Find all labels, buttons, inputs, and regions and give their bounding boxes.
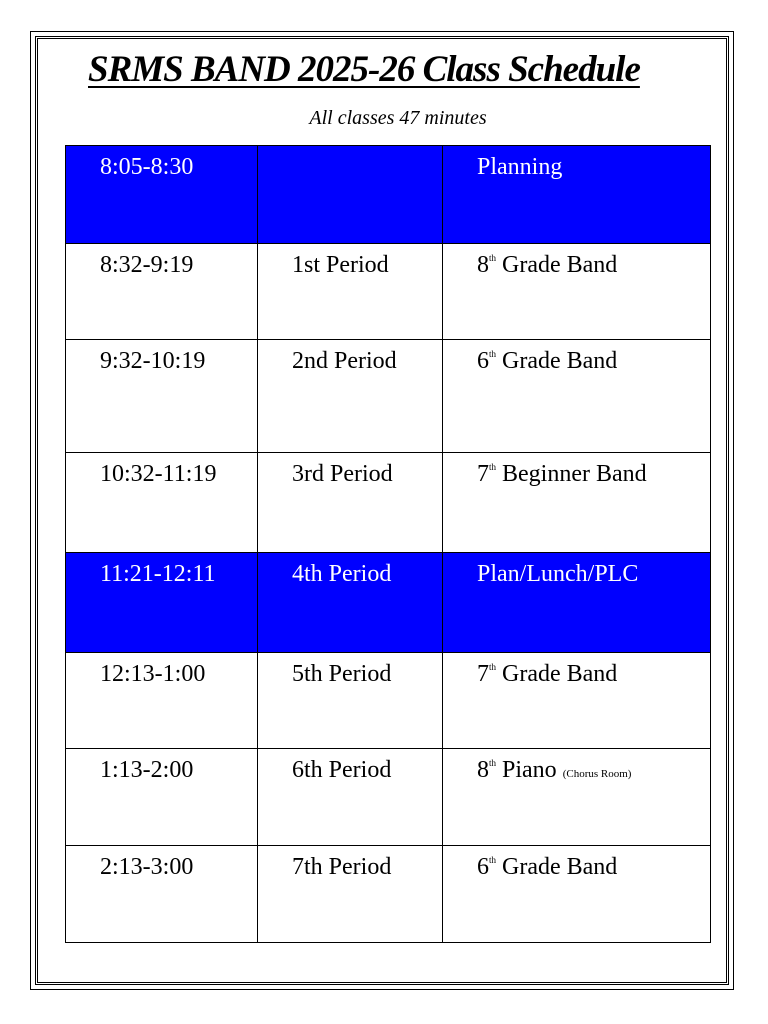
page-subtitle: All classes 47 minutes — [309, 107, 487, 129]
class-name: 7 — [477, 661, 489, 687]
table-row — [66, 453, 711, 553]
time-cell: 12:13-1:00 — [66, 653, 258, 749]
time-cell: 8:32-9:19 — [66, 244, 258, 340]
class-name: 8 — [477, 252, 489, 278]
table-row — [66, 340, 711, 453]
class-note: (Chorus Room) — [562, 768, 632, 780]
class-name: 6 — [477, 854, 489, 880]
class-name-rest: Grade Band — [496, 661, 618, 687]
ordinal-suffix: th — [489, 758, 497, 768]
class-name: Planning — [477, 154, 563, 180]
class-name-rest: Grade Band — [496, 348, 618, 374]
class-name: Plan/Lunch/PLC — [477, 561, 639, 587]
table-row — [66, 244, 711, 340]
table-row — [66, 749, 711, 846]
period-cell: 1st Period — [258, 244, 443, 340]
table-row — [66, 146, 711, 244]
ordinal-suffix: th — [489, 253, 497, 263]
class-name-rest: Grade Band — [496, 252, 618, 278]
ordinal-suffix: th — [489, 855, 497, 865]
time-cell: 2:13-3:00 — [66, 846, 258, 943]
time-cell: 9:32-10:19 — [66, 340, 258, 453]
class-cell — [443, 146, 711, 244]
class-cell — [443, 653, 711, 749]
period-cell: 3rd Period — [258, 453, 443, 553]
class-name-rest: Piano — [496, 757, 563, 783]
period-cell: 5th Period — [258, 653, 443, 749]
time-cell: 1:13-2:00 — [66, 749, 258, 846]
class-cell — [443, 553, 711, 653]
table-row — [66, 553, 711, 653]
ordinal-suffix: th — [489, 662, 497, 672]
ordinal-suffix: th — [489, 462, 497, 472]
class-name: 6 — [477, 348, 489, 374]
period-cell: 2nd Period — [258, 340, 443, 453]
period-cell: 4th Period — [258, 553, 443, 653]
time-cell: 10:32-11:19 — [66, 453, 258, 553]
class-cell — [443, 749, 711, 846]
class-cell — [443, 340, 711, 453]
period-cell: 6th Period — [258, 749, 443, 846]
class-cell — [443, 846, 711, 943]
class-cell — [443, 244, 711, 340]
table-row — [66, 846, 711, 943]
ordinal-suffix: th — [489, 349, 497, 359]
period-cell — [258, 146, 443, 244]
class-name-rest: Grade Band — [496, 854, 618, 880]
class-name: 8 — [477, 757, 489, 783]
class-cell — [443, 453, 711, 553]
class-name: 7 — [477, 461, 489, 487]
class-name-rest: Beginner Band — [496, 461, 647, 487]
table-row — [66, 653, 711, 749]
period-cell: 7th Period — [258, 846, 443, 943]
time-cell: 8:05-8:30 — [66, 146, 258, 244]
time-cell: 11:21-12:11 — [66, 553, 258, 653]
schedule-table — [65, 145, 711, 943]
page-title: SRMS BAND 2025-26 Class Schedule — [88, 49, 640, 90]
